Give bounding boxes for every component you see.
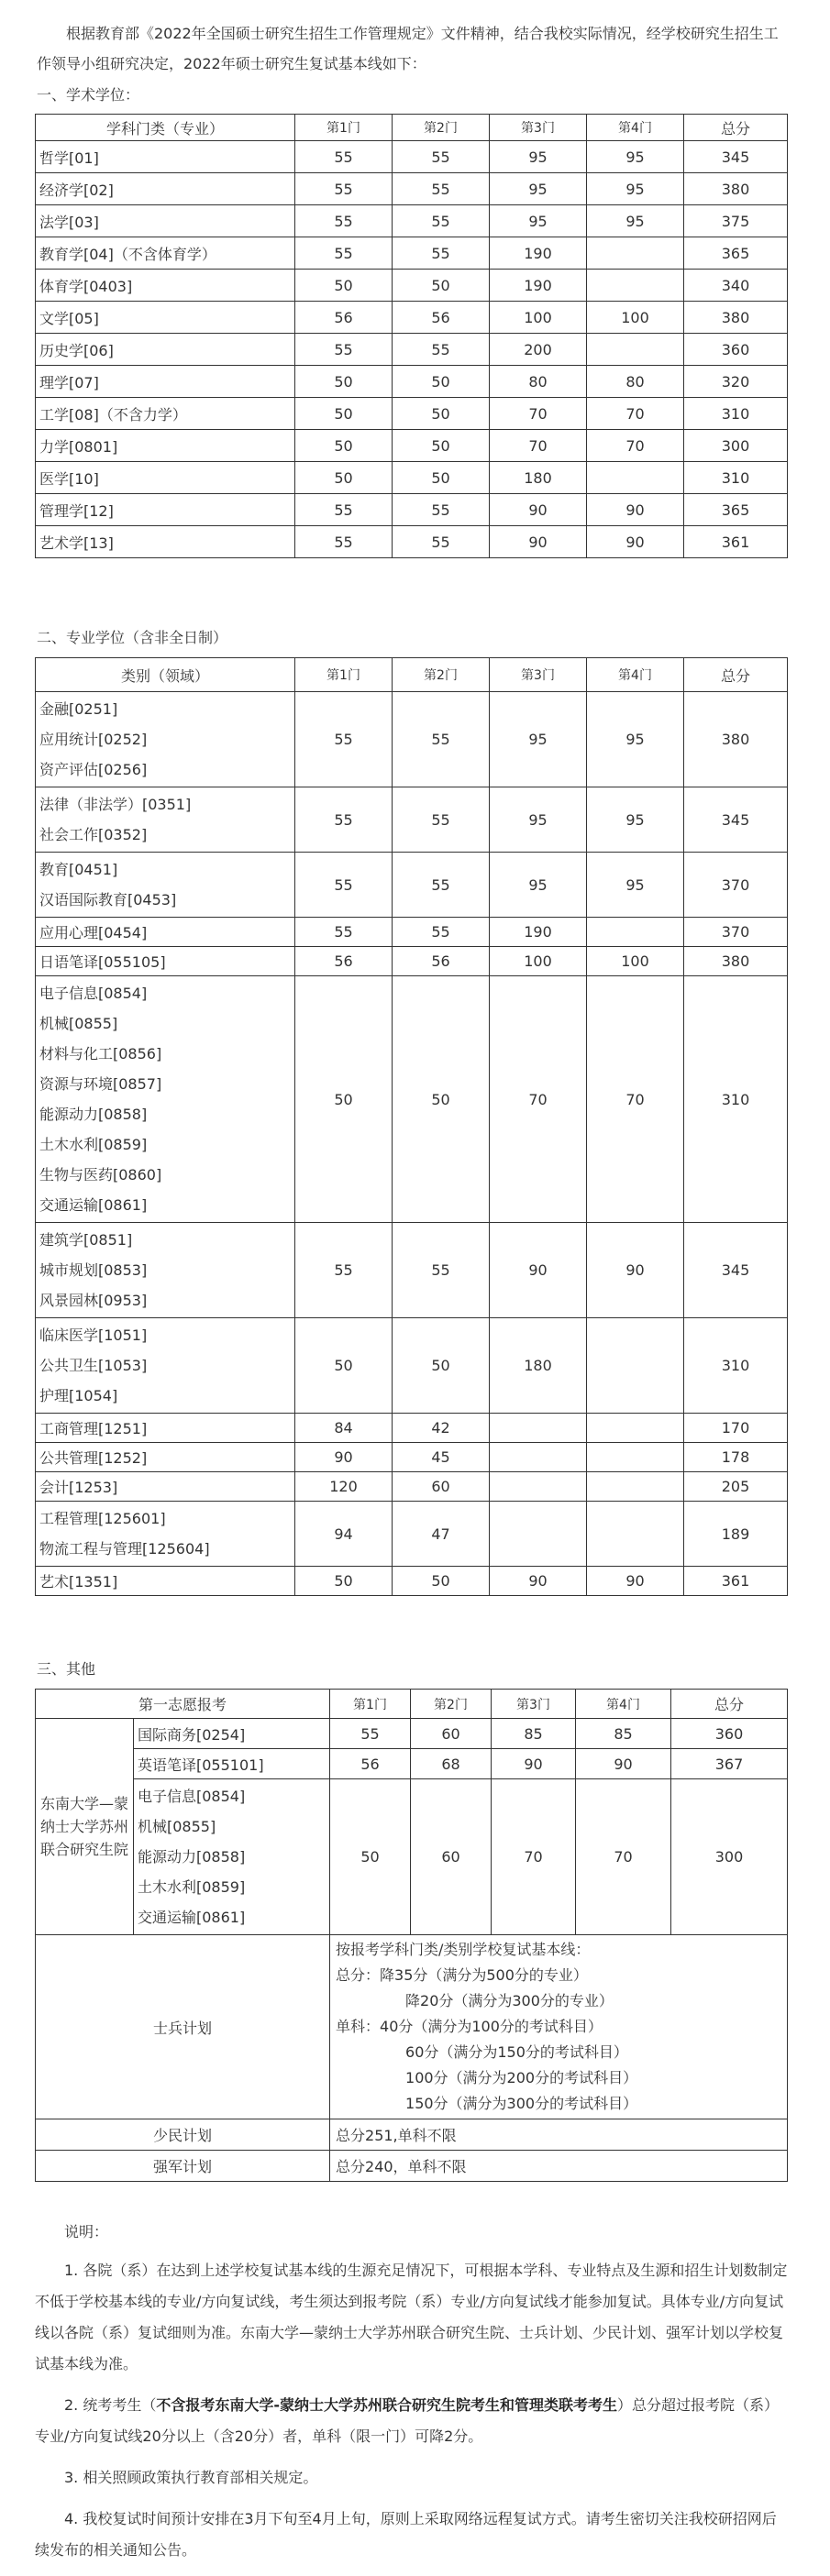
table-row	[36, 1318, 788, 1414]
soldier-rule-line: 单科：40分（满分为100分的考试科目）	[336, 2018, 603, 2035]
total-cell: 300	[671, 1779, 788, 1935]
score-cell: 95	[490, 173, 587, 205]
table-row	[36, 1719, 788, 1749]
total-cell: 310	[684, 398, 788, 430]
discipline-name-cell: 教育学[04]（不含体育学）	[36, 237, 295, 270]
score-cell: 90	[587, 1567, 684, 1596]
table-row	[36, 302, 788, 334]
score-cell	[587, 270, 684, 302]
notes-section	[35, 2217, 789, 2576]
score-cell: 55	[295, 173, 393, 205]
score-cell: 56	[295, 947, 393, 976]
header-cell: 第一志愿报考	[36, 1690, 330, 1719]
score-cell	[587, 237, 684, 270]
discipline-name-cell: 管理学[12]	[36, 494, 295, 526]
discipline-name-cell: 体育学[0403]	[36, 270, 295, 302]
score-cell: 120	[295, 1472, 393, 1502]
note-4: 4. 我校复试时间预计安排在3月下旬至4月上旬，原则上采取网络远程复试方式。请考生密切关注我校研招网后续发布的相关通知公告。	[35, 2510, 777, 2559]
score-cell	[587, 1414, 684, 1443]
score-cell: 68	[411, 1749, 492, 1779]
score-cell: 70	[492, 1779, 576, 1935]
score-cell: 56	[330, 1749, 411, 1779]
score-cell: 50	[393, 398, 490, 430]
score-cell: 95	[587, 205, 684, 237]
score-cell: 80	[587, 366, 684, 398]
score-cell: 55	[393, 334, 490, 366]
category-name: 生物与医药[0860]	[39, 1166, 162, 1183]
score-cell	[587, 1502, 684, 1567]
score-cell: 55	[295, 853, 393, 918]
category-name: 资源与环境[0857]	[39, 1075, 162, 1093]
category-name-cell	[36, 947, 295, 976]
score-cell: 55	[393, 141, 490, 173]
header-cell: 第3门	[490, 658, 587, 692]
score-cell: 60	[393, 1472, 490, 1502]
total-cell: 345	[684, 141, 788, 173]
category-name: 公共卫生[1053]	[39, 1357, 148, 1374]
score-cell: 95	[490, 853, 587, 918]
score-cell	[490, 1472, 587, 1502]
note-3: 3. 相关照顾政策执行教育部相关规定。	[64, 2469, 318, 2486]
table-row	[36, 1223, 788, 1318]
total-cell: 310	[684, 462, 788, 494]
header-cell: 第4门	[587, 658, 684, 692]
soldier-rule-line: 60分（满分为150分的考试科目）	[405, 2043, 628, 2061]
school-name-cell: 东南大学—蒙纳士大学苏州联合研究生院	[36, 1719, 134, 1935]
category-name: 工商管理[1251]	[39, 1420, 148, 1437]
discipline-name-cell: 文学[05]	[36, 302, 295, 334]
army-plan-label: 强军计划	[36, 2151, 330, 2182]
total-cell: 360	[671, 1719, 788, 1749]
score-cell	[587, 462, 684, 494]
category-name-cell	[36, 1414, 295, 1443]
table-row	[36, 494, 788, 526]
score-cell: 180	[490, 1318, 587, 1414]
table-row	[36, 1443, 788, 1472]
soldier-rule-line: 100分（满分为200分的考试科目）	[405, 2069, 638, 2086]
header-cell: 第2门	[393, 658, 490, 692]
total-cell: 310	[684, 1318, 788, 1414]
table-row	[36, 918, 788, 947]
soldier-rule-line: 降20分（满分为300分的专业）	[405, 1992, 614, 2009]
note-2	[35, 2390, 789, 2452]
score-cell: 90	[587, 526, 684, 558]
table-row	[36, 976, 788, 1223]
category-name: 材料与化工[0856]	[39, 1045, 162, 1062]
score-cell: 55	[295, 237, 393, 270]
category-name: 公共管理[1252]	[39, 1449, 148, 1467]
score-cell: 55	[295, 334, 393, 366]
total-cell: 178	[684, 1443, 788, 1472]
total-cell: 310	[684, 976, 788, 1223]
score-cell	[587, 1443, 684, 1472]
table-row	[36, 1414, 788, 1443]
score-cell: 55	[295, 1223, 393, 1318]
category-name-cell	[36, 787, 295, 853]
category-name-cell	[36, 1567, 295, 1596]
score-cell: 190	[490, 270, 587, 302]
score-cell: 47	[393, 1502, 490, 1567]
category-name-cell	[36, 1502, 295, 1567]
total-cell: 380	[684, 302, 788, 334]
header-cell: 第4门	[587, 115, 684, 141]
category-name: 金融[0251]	[39, 700, 118, 718]
score-cell: 50	[295, 398, 393, 430]
note-2-end: ）总分超过报考院（系）专业/方向复试线20分以上（含20分）者，单科（限一门）可降2分。	[35, 2396, 780, 2445]
score-cell: 55	[393, 494, 490, 526]
category-name: 艺术[1351]	[39, 1573, 118, 1591]
total-cell: 375	[684, 205, 788, 237]
table-row	[36, 947, 788, 976]
header-cell: 总分	[671, 1690, 788, 1719]
table-row	[36, 141, 788, 173]
category-name-cell	[36, 1472, 295, 1502]
table-row	[36, 692, 788, 787]
score-cell: 90	[587, 494, 684, 526]
score-cell	[490, 1502, 587, 1567]
section3-title: 三、其他	[37, 1660, 96, 1678]
score-cell: 90	[490, 1567, 587, 1596]
score-cell: 95	[587, 853, 684, 918]
category-name: 土木水利[0859]	[39, 1136, 148, 1153]
table-row	[36, 526, 788, 558]
score-cell: 70	[587, 398, 684, 430]
table-row	[36, 205, 788, 237]
table-row	[36, 1567, 788, 1596]
minority-plan-text: 总分251,单科不限	[330, 2119, 788, 2151]
total-cell: 361	[684, 1567, 788, 1596]
category-name: 日语笔译[055105]	[39, 953, 166, 971]
total-cell: 345	[684, 787, 788, 853]
program-name: 机械[0855]	[138, 1818, 216, 1835]
score-cell: 56	[295, 302, 393, 334]
category-name: 建筑学[0851]	[39, 1231, 133, 1249]
score-cell: 55	[393, 787, 490, 853]
category-name: 社会工作[0352]	[39, 826, 148, 843]
table-row	[36, 173, 788, 205]
professional-degree-table	[35, 657, 788, 1596]
discipline-name-cell: 法学[03]	[36, 205, 295, 237]
header-cell: 第2门	[411, 1690, 492, 1719]
category-name: 城市规划[0853]	[39, 1261, 148, 1279]
score-cell: 70	[587, 430, 684, 462]
score-cell: 56	[393, 302, 490, 334]
score-cell: 55	[295, 918, 393, 947]
score-cell: 100	[490, 947, 587, 976]
soldier-plan-rules	[330, 1935, 788, 2119]
score-cell: 95	[490, 141, 587, 173]
score-cell: 55	[393, 173, 490, 205]
section1-title: 一、学术学位：	[37, 86, 140, 104]
score-cell: 70	[587, 976, 684, 1223]
header-cell: 第1门	[295, 115, 393, 141]
note-2-emphasis: 不含报考东南大学-蒙纳士大学苏州联合研究生院考生和管理类联考考生	[156, 2396, 618, 2414]
table-row	[36, 1502, 788, 1567]
header-cell: 第3门	[490, 115, 587, 141]
header-cell: 第4门	[576, 1690, 671, 1719]
score-cell: 90	[492, 1749, 576, 1779]
category-name: 资产评估[0256]	[39, 761, 148, 778]
table-row	[36, 853, 788, 918]
category-name-cell	[36, 853, 295, 918]
army-plan-text: 总分240，单科不限	[330, 2151, 788, 2182]
table-header-row	[36, 658, 788, 692]
table-row	[36, 334, 788, 366]
score-cell: 60	[411, 1719, 492, 1749]
score-cell: 90	[490, 1223, 587, 1318]
discipline-name-cell: 理学[07]	[36, 366, 295, 398]
score-cell: 180	[490, 462, 587, 494]
section2-title: 二、专业学位（含非全日制）	[37, 629, 228, 646]
total-cell: 320	[684, 366, 788, 398]
category-name: 法律（非法学）[0351]	[39, 796, 192, 813]
program-name: 能源动力[0858]	[138, 1848, 246, 1866]
total-cell: 300	[684, 430, 788, 462]
score-cell: 50	[393, 270, 490, 302]
program-name: 土木水利[0859]	[138, 1878, 246, 1896]
score-cell: 50	[295, 430, 393, 462]
score-cell: 90	[490, 494, 587, 526]
table-row	[36, 430, 788, 462]
score-cell: 50	[393, 1318, 490, 1414]
score-cell: 45	[393, 1443, 490, 1472]
score-cell: 95	[490, 787, 587, 853]
category-name: 汉语国际教育[0453]	[39, 891, 177, 908]
discipline-name-cell: 力学[0801]	[36, 430, 295, 462]
total-cell: 361	[684, 526, 788, 558]
category-name-cell	[36, 692, 295, 787]
score-cell: 90	[587, 1223, 684, 1318]
score-cell: 50	[295, 462, 393, 494]
soldier-rule-line: 按报考学科门类/类别学校复试基本线：	[336, 1941, 591, 1958]
total-cell: 365	[684, 494, 788, 526]
table-row	[36, 1472, 788, 1502]
category-name: 临床医学[1051]	[39, 1327, 148, 1344]
category-name: 工程管理[125601]	[39, 1510, 166, 1527]
total-cell: 380	[684, 173, 788, 205]
score-cell: 80	[490, 366, 587, 398]
score-cell	[587, 1318, 684, 1414]
category-name: 交通运输[0861]	[39, 1196, 148, 1214]
total-cell: 380	[684, 947, 788, 976]
category-name-cell	[36, 1223, 295, 1318]
table-row	[36, 237, 788, 270]
total-cell: 370	[684, 918, 788, 947]
minority-plan-row	[36, 2119, 788, 2151]
army-plan-row	[36, 2151, 788, 2182]
notes-heading: 说明：	[64, 2223, 109, 2240]
score-cell: 95	[587, 173, 684, 205]
total-cell: 380	[684, 692, 788, 787]
total-cell: 370	[684, 853, 788, 918]
category-name: 护理[1054]	[39, 1387, 118, 1404]
score-cell: 55	[295, 787, 393, 853]
score-cell: 50	[393, 1567, 490, 1596]
program-name: 交通运输[0861]	[138, 1909, 246, 1926]
score-cell: 60	[411, 1779, 492, 1935]
table-row	[36, 1749, 788, 1779]
score-cell	[490, 1414, 587, 1443]
discipline-name-cell: 哲学[01]	[36, 141, 295, 173]
score-cell: 50	[393, 976, 490, 1223]
score-cell: 90	[576, 1749, 671, 1779]
score-cell: 55	[393, 918, 490, 947]
score-cell: 50	[295, 1567, 393, 1596]
header-cell: 第1门	[295, 658, 393, 692]
score-cell: 200	[490, 334, 587, 366]
score-cell: 55	[295, 141, 393, 173]
score-cell: 55	[295, 526, 393, 558]
header-cell: 第1门	[330, 1690, 411, 1719]
score-cell: 94	[295, 1502, 393, 1567]
soldier-rule-line: 150分（满分为300分的考试科目）	[405, 2095, 638, 2112]
score-cell: 55	[393, 237, 490, 270]
category-name: 会计[1253]	[39, 1479, 118, 1496]
discipline-name-cell: 历史学[06]	[36, 334, 295, 366]
category-name: 能源动力[0858]	[39, 1106, 148, 1123]
total-cell: 189	[684, 1502, 788, 1567]
score-cell: 50	[330, 1779, 411, 1935]
table-row	[36, 398, 788, 430]
soldier-plan-row	[36, 1935, 788, 2119]
score-cell	[587, 918, 684, 947]
score-cell: 95	[490, 692, 587, 787]
soldier-rule-line: 总分：降35分（满分为500分的专业）	[336, 1966, 588, 1984]
score-cell: 70	[490, 398, 587, 430]
total-cell: 365	[684, 237, 788, 270]
header-cell: 第2门	[393, 115, 490, 141]
discipline-name-cell: 经济学[02]	[36, 173, 295, 205]
score-cell	[587, 1472, 684, 1502]
score-cell: 95	[587, 787, 684, 853]
score-cell: 190	[490, 237, 587, 270]
score-cell: 95	[490, 205, 587, 237]
score-cell: 85	[492, 1719, 576, 1749]
program-name-cell: 国际商务[0254]	[134, 1719, 330, 1749]
total-cell: 170	[684, 1414, 788, 1443]
academic-degree-table	[35, 114, 788, 558]
table-row	[36, 366, 788, 398]
program-name-cell: 英语笔译[055101]	[134, 1749, 330, 1779]
note-1: 1. 各院（系）在达到上述学校复试基本线的生源充足情况下，可根据本学科、专业特点及生源和招生计划数制定不低于学校基本线的专业/方向复试线，考生须达到报考院（系）专业/方向复试线才能参加复试。具体专业/方向复试线以各院（系）复试细则为准。东南大学—蒙纳士大学苏州联合研究生院、士兵计划、少民计划、强军计划以学校复试基本线为准。	[35, 2262, 788, 2372]
score-cell: 50	[295, 1318, 393, 1414]
table-row	[36, 270, 788, 302]
total-cell: 340	[684, 270, 788, 302]
other-table	[35, 1689, 788, 2182]
program-name: 电子信息[0854]	[138, 1788, 246, 1805]
table-header-row	[36, 1690, 788, 1719]
score-cell: 50	[393, 366, 490, 398]
score-cell: 55	[330, 1719, 411, 1749]
score-cell	[490, 1443, 587, 1472]
program-name-cell	[134, 1779, 330, 1935]
score-cell: 50	[393, 430, 490, 462]
note-2-start: 2. 统考考生（	[64, 2396, 157, 2414]
category-name-cell	[36, 1443, 295, 1472]
score-cell: 55	[393, 526, 490, 558]
header-cell: 类别（领域）	[36, 658, 295, 692]
score-cell: 55	[295, 494, 393, 526]
header-cell: 学科门类（专业）	[36, 115, 295, 141]
score-cell: 50	[393, 462, 490, 494]
discipline-name-cell: 艺术学[13]	[36, 526, 295, 558]
score-cell: 100	[587, 947, 684, 976]
score-cell: 55	[393, 205, 490, 237]
total-cell: 367	[671, 1749, 788, 1779]
score-cell: 85	[576, 1719, 671, 1749]
table-row	[36, 462, 788, 494]
score-cell: 55	[295, 692, 393, 787]
header-cell: 第3门	[492, 1690, 576, 1719]
category-name-cell	[36, 918, 295, 947]
category-name: 电子信息[0854]	[39, 985, 148, 1002]
total-cell: 345	[684, 1223, 788, 1318]
score-cell: 90	[490, 526, 587, 558]
score-cell: 70	[576, 1779, 671, 1935]
header-cell: 总分	[684, 658, 788, 692]
score-cell: 90	[295, 1443, 393, 1472]
header-cell: 总分	[684, 115, 788, 141]
score-cell: 55	[393, 692, 490, 787]
discipline-name-cell: 医学[10]	[36, 462, 295, 494]
category-name: 物流工程与管理[125604]	[39, 1540, 210, 1558]
score-cell	[587, 334, 684, 366]
score-cell: 56	[393, 947, 490, 976]
score-cell: 100	[490, 302, 587, 334]
category-name: 风景园林[0953]	[39, 1292, 148, 1309]
score-cell: 55	[295, 205, 393, 237]
score-cell: 70	[490, 430, 587, 462]
score-cell: 84	[295, 1414, 393, 1443]
table-header-row	[36, 115, 788, 141]
category-name: 机械[0855]	[39, 1015, 118, 1032]
discipline-name-cell: 工学[08]（不含力学）	[36, 398, 295, 430]
score-cell: 95	[587, 692, 684, 787]
score-cell: 70	[490, 976, 587, 1223]
score-cell: 42	[393, 1414, 490, 1443]
category-name-cell	[36, 976, 295, 1223]
total-cell: 360	[684, 334, 788, 366]
category-name: 应用统计[0252]	[39, 731, 148, 748]
category-name: 教育[0451]	[39, 861, 118, 878]
score-cell: 50	[295, 366, 393, 398]
score-cell: 55	[393, 1223, 490, 1318]
soldier-plan-label: 士兵计划	[36, 1935, 330, 2119]
score-cell: 50	[295, 270, 393, 302]
intro-paragraph: 根据教育部《2022年全国硕士研究生招生工作管理规定》文件精神，结合我校实际情况，经学校研究生招生工作领导小组研究决定，2022年硕士研究生复试基本线如下：	[37, 25, 779, 72]
category-name: 应用心理[0454]	[39, 924, 148, 941]
table-row	[36, 787, 788, 853]
category-name-cell	[36, 1318, 295, 1414]
table-row	[36, 1779, 788, 1935]
minority-plan-label: 少民计划	[36, 2119, 330, 2151]
score-cell: 95	[587, 141, 684, 173]
score-cell: 55	[393, 853, 490, 918]
score-cell: 50	[295, 976, 393, 1223]
score-cell: 100	[587, 302, 684, 334]
total-cell: 205	[684, 1472, 788, 1502]
score-cell: 190	[490, 918, 587, 947]
